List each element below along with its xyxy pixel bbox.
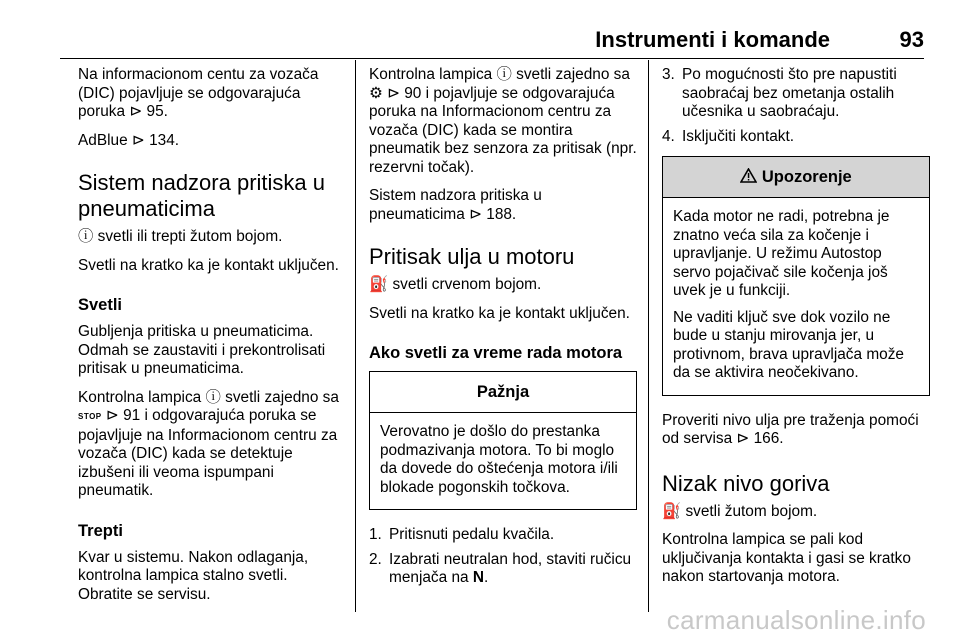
notice-box [369,371,637,510]
paragraph: Na informacionom centu za vozača (DIC) pojavljuje se odgovarajuća poruka ⊳ 95. [78,66,319,120]
steps-list [369,526,637,588]
warning-box [662,156,930,396]
list-text: Pritisnuti pedalu kvačila. [389,526,555,543]
list-number: 4. [662,127,675,145]
header-rule [60,58,924,59]
section-heading: Pritisak ulja u motoru [369,244,575,269]
notice-text: Verovatno je došlo do prestanka podmazivanja motora. To bi moglo da dovede do oštećenja motora i/ili blokade pogonskih točkova. [380,423,618,496]
warning-triangle-icon [740,168,762,186]
paragraph: Kvar u sistemu. Nakon odlaganja, kontrolna lampica stalno svetli. Obratite se servisu. [78,548,309,603]
column-divider-2 [648,60,649,612]
list-text: Po mogućnosti što pre napustiti saobraćaj bez ometanja ostalih učesnika u saobraćaju. [682,66,897,120]
paragraph [78,389,346,501]
paragraph: AdBlue ⊳ 134. [78,131,180,149]
list-number: 2. [369,550,382,568]
paragraph: ⓘ svetli ili trepti žutom bojom. [78,228,283,245]
stop-icon: STOP [78,412,102,421]
subheading: Trepti [78,521,123,540]
paragraph: Svetli na kratko ka je kontakt uključen. [369,304,630,322]
warning-text: Ne vaditi ključ sve dok vozilo ne bude u stanju mirovanja jer, u protivnom, brava upravljača može da se aktivira neočekivano. [673,308,904,381]
page-header [0,0,960,60]
list-item [662,66,930,122]
paragraph: Proveriti nivo ulja pre traženja pomoći od servisa ⊳ 166. [662,411,919,447]
paragraph: ⛽ svetli crvenom bojom. [369,276,542,293]
notice-body [370,413,636,509]
column-2 [369,66,637,598]
paragraph: Kontrolna lampica se pali kod uključivanja kontakta i gasi se kratko nakon startovanja motora. [662,531,911,585]
column-divider-1 [355,60,356,612]
list-item [662,128,930,147]
list-item [369,526,637,545]
list-text: Isključiti kontakt. [682,127,795,145]
text: Kontrolna lampica ⓘ svetli zajedno sa [78,388,339,406]
paragraph: Kontrolna lampica ⓘ svetli zajedno sa ⚙ ⊳ 90 i pojavljuje se odgovarajuća poruka na Informacionom centru za vozača (DIC) kada se montira pneumatik bez senzora za pritisak (npr. rezervni točak). [369,66,637,176]
column-1 [78,66,346,614]
section-heading: Nizak nivo goriva [662,470,830,496]
section-heading: Sistem nadzora pritiska u pneumaticima [78,170,325,221]
paragraph: ⛽ svetli žutom bojom. [662,502,818,520]
list-item [369,551,637,588]
page-title: Instrumenti i komande [595,27,830,52]
steps-list [662,66,930,146]
watermark: carmanualsonline.info [666,605,926,635]
column-3 [662,66,930,597]
warning-body [663,198,929,395]
subheading: Svetli [78,296,123,314]
list-text [389,551,637,588]
list-number: 1. [369,526,382,543]
warning-title-text: Upozorenje [761,168,852,186]
paragraph: Gubljenja pritiska u pneumaticima. Odmah se zaustaviti i prekontrolisati pritisak u pneumaticima. [78,323,326,377]
gear-letter: N [472,569,484,586]
paragraph: Svetli na kratko ka je kontakt uključen. [78,256,339,274]
warning-title [663,157,929,198]
page-number: 93 [899,27,924,52]
text: ⊳ 91 i odgovarajuća poruka se pojavljuje na Informacionom centru za vozača (DIC) kada se detektuje izbušeni ili veoma ispumpani pneumatik. [78,407,338,499]
paragraph: Sistem nadzora pritiska u pneumaticima ⊳ 188. [369,187,542,223]
text: Izabrati neutralan hod, staviti ručicu menjača na [389,550,632,586]
warning-text: Kada motor ne radi, potrebna je znatno veća sila za kočenje i upravljanje. U režimu Autostop servo pojačivač sile kočenja još uvek je u funkciji. [673,208,890,299]
notice-title: Pažnja [370,372,636,413]
subheading: Ako svetli za vreme rada motora [369,344,623,362]
text: . [483,569,489,586]
list-number: 3. [662,66,675,83]
